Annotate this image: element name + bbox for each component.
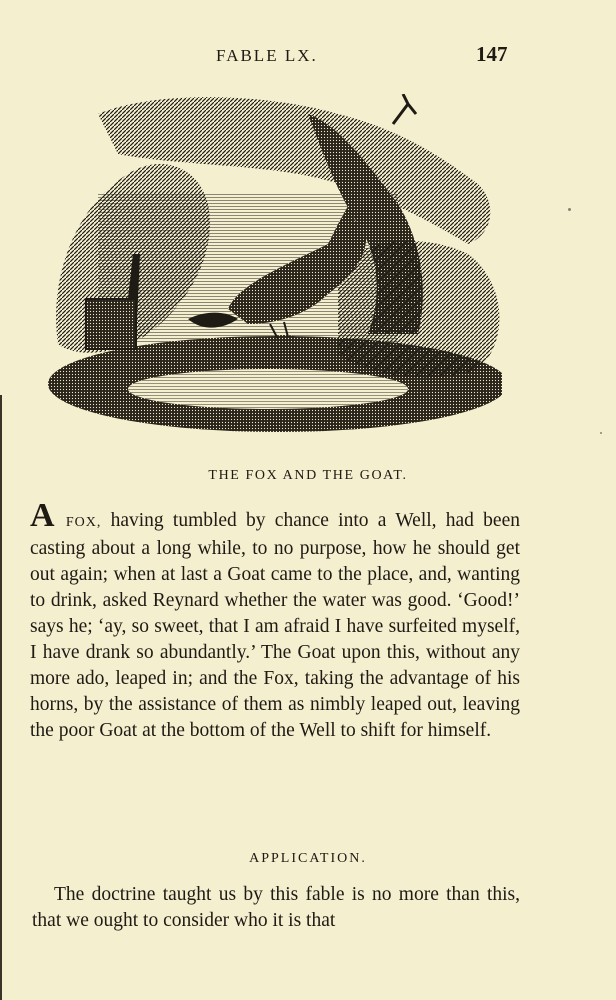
- fable-paragraph: [30, 497, 520, 744]
- paper-speck: [568, 208, 571, 211]
- bare-branch: [393, 94, 416, 124]
- page-number: 147: [476, 42, 508, 66]
- well-bucket: [86, 299, 136, 349]
- application-body: [32, 882, 520, 934]
- application-text: The doctrine taught us by this fable is no more than this, that we ought to consider who it is that: [32, 884, 520, 931]
- first-word: FOX,: [65, 515, 102, 530]
- fable-body: [30, 497, 520, 744]
- fable-caption: THE FOX AND THE GOAT.: [208, 468, 408, 483]
- running-head: [0, 42, 616, 72]
- fable-text: having tumbled by chance into a Well, had been casting about a long while, to no purpose, how he should get out again; when at last a Goat came to the place, and, wanting to drink, asked Reynard whether the water was good. ‘Good!’ says he; ‘ay, so sweet, that I am afraid I have surfeited myself, I have drank so abundantly.’ The Goat upon this, without any more ado, leaped in; and the Fox, taking the advantage of his horns, by the assistance of them as nimbly leaped out, leaving the poor Goat at the bottom of the Well to shift for himself.: [30, 510, 520, 741]
- drop-cap: A: [30, 497, 55, 534]
- application-heading: APPLICATION.: [249, 851, 367, 866]
- paper-speck: [600, 432, 602, 434]
- fox-and-goat-engraving: [38, 94, 502, 436]
- right-bush: [338, 241, 499, 378]
- page-margin-rule: [0, 395, 2, 1000]
- fable-number: FABLE LX.: [216, 46, 318, 65]
